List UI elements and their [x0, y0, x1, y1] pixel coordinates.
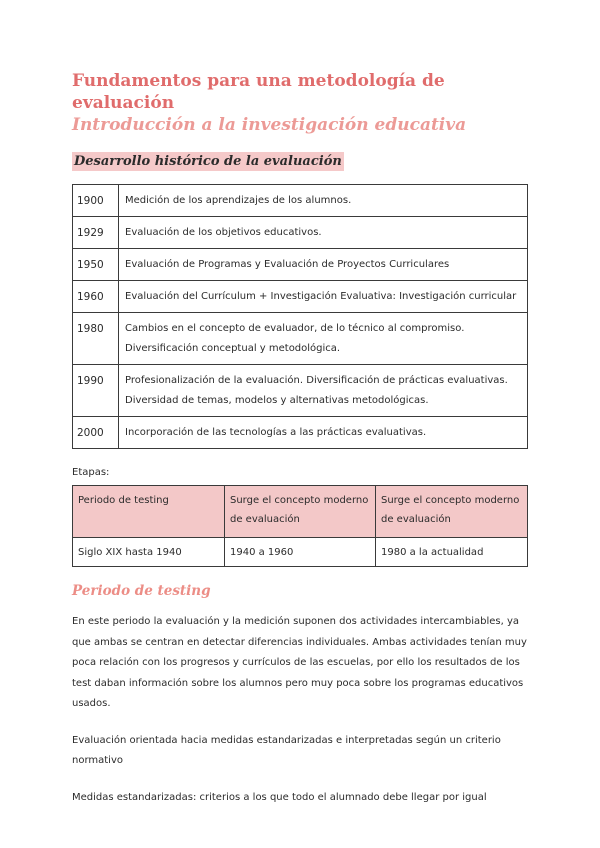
etapas-header-cell: Surge el concepto moderno de evaluación: [225, 486, 376, 538]
table-row: [73, 249, 528, 281]
description-cell: Evaluación del Currículum + Investigación Evaluativa: Investigación curricular: [119, 281, 528, 313]
document-page: [72, 70, 528, 824]
year-cell: 1900: [73, 185, 119, 217]
table-row: [73, 313, 528, 365]
etapas-value-cell: Siglo XIX hasta 1940: [73, 538, 225, 567]
year-cell: 1990: [73, 365, 119, 417]
etapas-value-cell: 1980 a la actualidad: [376, 538, 528, 567]
etapas-table: [72, 485, 528, 567]
table-row: [73, 365, 528, 417]
etapas-label: Etapas:: [72, 467, 110, 478]
history-heading: Desarrollo histórico de la evaluación: [74, 154, 342, 169]
description-cell: Evaluación de Programas y Evaluación de Proyectos Curriculares: [119, 249, 528, 281]
table-row: [73, 538, 528, 567]
paragraph: Medidas estandarizadas: criterios a los que todo el alumnado debe llegar por igual: [72, 791, 487, 803]
year-cell: 1960: [73, 281, 119, 313]
etapas-header-cell: Surge el concepto moderno de evaluación: [376, 486, 528, 538]
description-cell: Medición de los aprendizajes de los alumnos.: [119, 185, 528, 217]
description-cell: Profesionalización de la evaluación. Diversificación de prácticas evaluativas. Diversidad de temas, modelos y alternativas metodológicas.: [119, 365, 528, 417]
table-row: [73, 217, 528, 249]
document-title: Fundamentos para una metodología de evaluación: [72, 71, 445, 113]
etapas-value-cell: 1940 a 1960: [225, 538, 376, 567]
year-cell: 1980: [73, 313, 119, 365]
table-row: [73, 185, 528, 217]
testing-heading: Periodo de testing: [72, 583, 211, 599]
etapas-header-row: [73, 486, 528, 538]
paragraph: En este periodo la evaluación y la medición suponen dos actividades intercambiables, ya que ambas se centran en detectar diferencias individuales. Ambas actividades tenían muy poca relación con los progresos y currículos de las escuelas, por ello los resultados de los test daban información sobre los alumnos pero muy poca sobre los programas educativos usados.: [72, 616, 527, 709]
year-cell: 1950: [73, 249, 119, 281]
history-table: [72, 184, 528, 449]
table-row: [73, 417, 528, 449]
year-cell: 2000: [73, 417, 119, 449]
paragraph: Evaluación orientada hacia medidas estandarizadas e interpretadas según un criterio normativo: [72, 734, 501, 766]
description-cell: Cambios en el concepto de evaluador, de lo técnico al compromiso. Diversificación conceptual y metodológica.: [119, 313, 528, 365]
document-subtitle: Introducción a la investigación educativa: [72, 115, 467, 135]
etapas-header-cell: Periodo de testing: [73, 486, 225, 538]
year-cell: 1929: [73, 217, 119, 249]
description-cell: Incorporación de las tecnologías a las prácticas evaluativas.: [119, 417, 528, 449]
description-cell: Evaluación de los objetivos educativos.: [119, 217, 528, 249]
table-row: [73, 281, 528, 313]
